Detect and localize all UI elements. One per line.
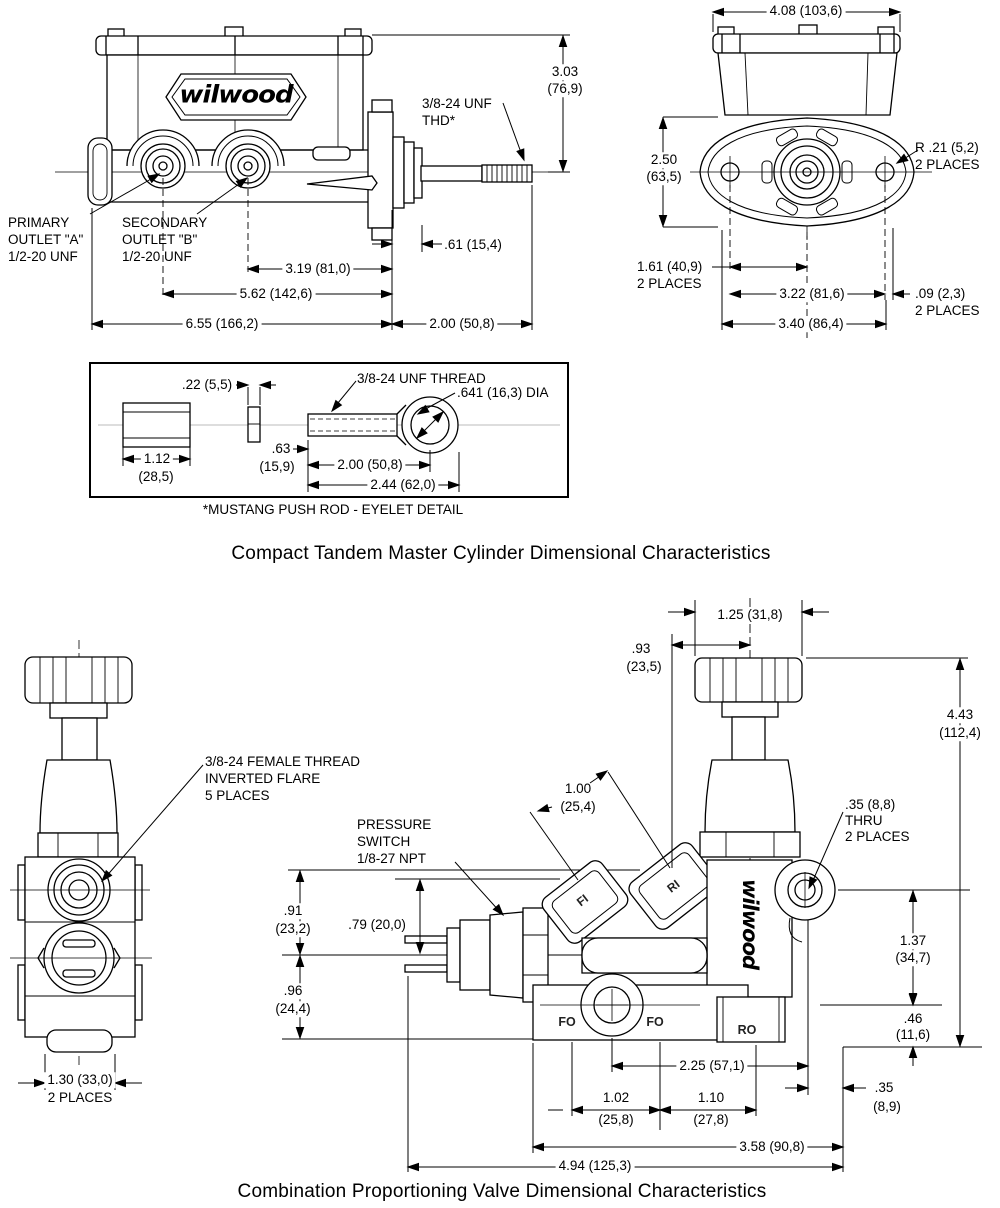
pressure-switch-label-line1: PRESSURE [357, 817, 432, 833]
dim-112: 1.12 [141, 451, 173, 467]
port-label-fo2: FO [646, 1014, 664, 1029]
master-cylinder-side-view [55, 27, 548, 240]
dim-96-mm: (24,4) [272, 1001, 313, 1017]
eyelet-thread-label: 3/8-24 UNF THREAD [357, 371, 486, 387]
dim-137: 1.37 [897, 933, 929, 949]
dim-244: 2.44 (62,0) [367, 477, 438, 493]
dim-100-mm: (25,4) [560, 799, 596, 815]
dim-102-mm: (25,8) [598, 1112, 634, 1128]
dim-358: 3.58 (90,8) [736, 1139, 807, 1155]
dim-200-eyelet: 2.00 (50,8) [334, 457, 405, 473]
dim-09-line1: .09 (2,3) [915, 286, 966, 302]
dim-63: .63 [271, 441, 291, 457]
dim-250-mm: (63,5) [643, 169, 684, 185]
dim-250: 2.50 [648, 152, 680, 168]
dim-137-mm: (34,7) [892, 950, 933, 966]
dim-161-line1: 1.61 (40,9) [637, 259, 703, 275]
dim-322: 3.22 (81,6) [776, 286, 847, 302]
primary-outlet-label-line1: PRIMARY [8, 215, 70, 231]
dim-3-03-mm: (76,9) [544, 81, 585, 97]
dim-96: .96 [281, 983, 306, 999]
port-label-ro: RO [737, 1022, 757, 1037]
dim-100: 1.00 [564, 781, 592, 797]
dim-562: 5.62 (142,6) [237, 286, 316, 302]
secondary-outlet-label-line1: SECONDARY [122, 215, 208, 231]
thru-callout-line2: THRU [845, 813, 883, 829]
female-thread-label-line3: 5 PLACES [205, 788, 270, 804]
secondary-outlet-label-line2: OUTLET "B" [122, 232, 198, 248]
port-label-ri: RI [664, 877, 683, 896]
thru-callout-line3: 2 PLACES [845, 829, 910, 845]
dim-161-line2: 2 PLACES [637, 276, 702, 292]
dim-91: .91 [281, 903, 306, 919]
dim-443-mm: (112,4) [936, 725, 984, 741]
dim-443: 4.43 [944, 707, 976, 723]
prop-valve-front-view [10, 640, 152, 1068]
dim-200: 2.00 (50,8) [426, 316, 497, 332]
dim-63-mm: (15,9) [259, 459, 295, 475]
dim-125: 1.25 (31,8) [714, 607, 785, 623]
port-label-fi: FI [573, 891, 591, 910]
dim-35r: .35 [874, 1080, 894, 1096]
dim-61: .61 (15,4) [444, 237, 502, 253]
dim-110: 1.10 [697, 1090, 725, 1106]
wilwood-logo-side-view: wilwood [179, 81, 293, 109]
dim-130-line1: 1.30 (33,0) [44, 1072, 115, 1088]
dim-102: 1.02 [602, 1090, 630, 1106]
radius-callout-line1: R .21 (5,2) [915, 140, 979, 156]
dim-35r-mm: (8,9) [873, 1099, 901, 1115]
dim-22: .22 (5,5) [181, 377, 233, 393]
port-label-fo1: FO [558, 1014, 576, 1029]
female-thread-label-line2: INVERTED FLARE [205, 771, 321, 787]
primary-outlet-label-line3: 1/2-20 UNF [8, 249, 78, 265]
dim-340: 3.40 (86,4) [775, 316, 846, 332]
dim-46-mm: (11,6) [893, 1027, 933, 1043]
dim-130-line2: 2 PLACES [47, 1090, 113, 1106]
pressure-switch-label-line3: 1/8-27 NPT [357, 851, 427, 867]
dim-79: .79 (20,0) [348, 917, 406, 933]
thread-callout-line1: 3/8-24 UNF [422, 96, 492, 112]
section1-title: Compact Tandem Master Cylinder Dimensional Characteristics [231, 543, 771, 565]
pressure-switch-label-line2: SWITCH [357, 834, 411, 850]
dim-112-mm: (28,5) [138, 469, 174, 485]
dim-93-mm: (23,5) [626, 659, 662, 675]
wilwood-logo-valve: wilwood [738, 878, 763, 970]
primary-outlet-label-line2: OUTLET "A" [8, 232, 84, 248]
dim-225: 2.25 (57,1) [676, 1058, 747, 1074]
dim-319: 3.19 (81,0) [282, 261, 353, 277]
dim-91-mm: (23,2) [272, 921, 313, 937]
dim-494: 4.94 (125,3) [556, 1158, 635, 1174]
thread-callout-line2: THD* [422, 113, 455, 129]
secondary-outlet-label-line3: 1/2-20 UNF [122, 249, 192, 265]
master-cylinder-end-view [690, 25, 932, 240]
section2-title: Combination Proportioning Valve Dimensional Characteristics [237, 1181, 767, 1203]
dim-655: 6.55 (166,2) [183, 316, 262, 332]
thru-callout-line1: .35 (8,8) [845, 797, 896, 813]
dim-3-03: 3.03 [549, 64, 581, 80]
dim-408: 4.08 (103,6) [767, 3, 846, 19]
dim-110-mm: (27,8) [693, 1112, 729, 1128]
radius-callout-line2: 2 PLACES [915, 157, 980, 173]
eyelet-caption: *MUSTANG PUSH ROD - EYELET DETAIL [202, 502, 464, 518]
dim-46: .46 [901, 1011, 926, 1027]
eyelet-dia-label: .641 (16,3) DIA [457, 385, 549, 401]
dim-09-line2: 2 PLACES [915, 303, 980, 319]
female-thread-label-line1: 3/8-24 FEMALE THREAD [205, 754, 361, 770]
prop-valve-side-view [405, 658, 835, 1042]
dim-93: .93 [631, 641, 651, 657]
